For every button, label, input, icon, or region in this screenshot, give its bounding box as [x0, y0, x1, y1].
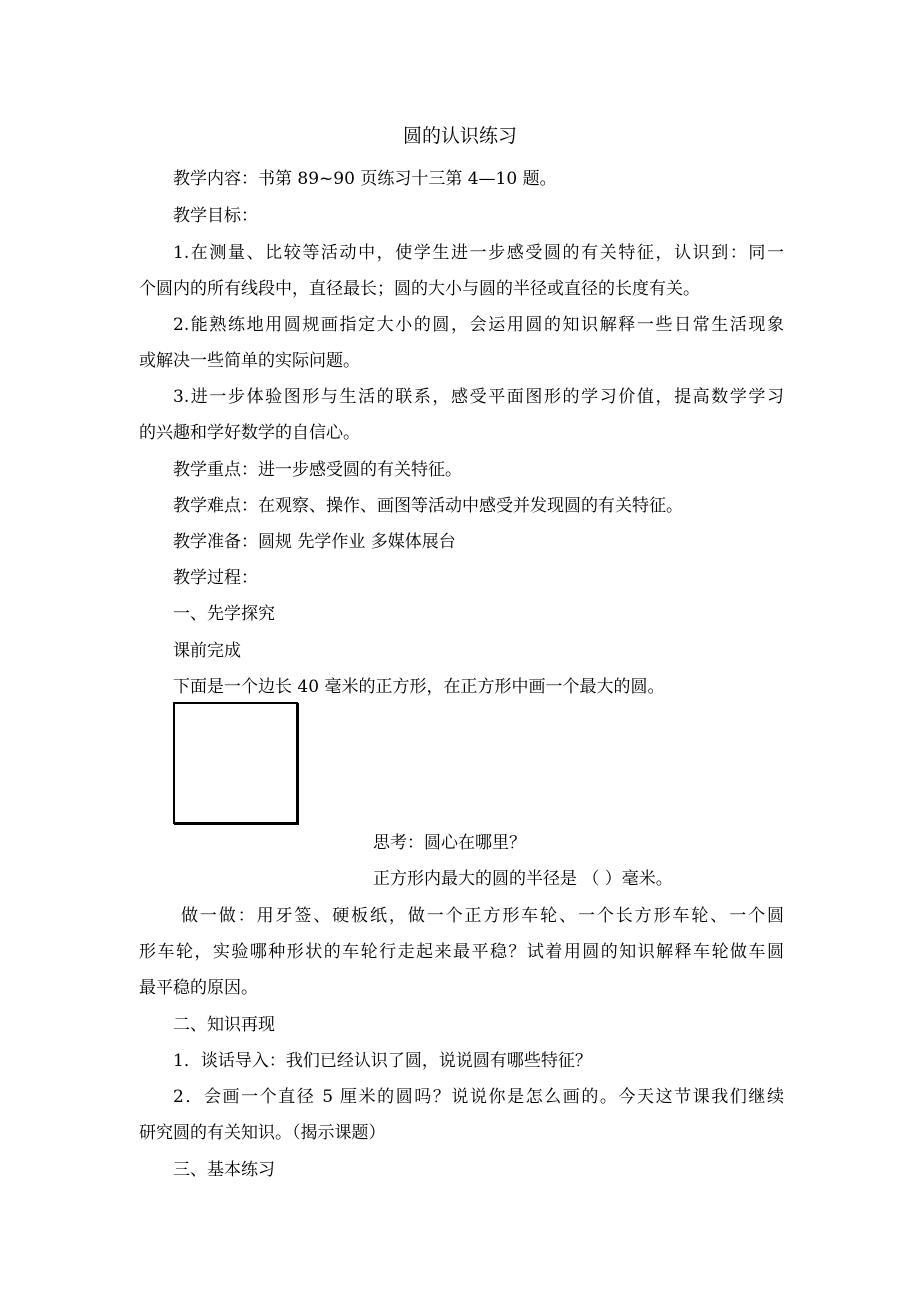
- goal-2-line-2: 或解决一些简单的实际问题。: [139, 351, 360, 371]
- process-heading: 教学过程：: [173, 568, 258, 588]
- difficulty: 教学难点：在观察、操作、画图等活动中感受并发现圆的有关特征。: [173, 496, 683, 516]
- review-item-1: 1．谈话导入：我们已经认识了圆，说说圆有哪些特征？: [173, 1051, 592, 1071]
- preparation: 教学准备：圆规 先学作业 多媒体展台: [173, 532, 456, 552]
- section-3-heading: 三、基本练习: [173, 1160, 275, 1180]
- section-1-heading: 一、先学探究: [173, 604, 275, 624]
- square-figure: [173, 702, 298, 824]
- goal-1-line-1: 1.在测量、比较等活动中，使学生进一步感受圆的有关特征，认识到：同一: [173, 243, 784, 263]
- square-task: 下面是一个边长 40 毫米的正方形，在正方形中画一个最大的圆。: [173, 677, 665, 697]
- do-it-line-1: 做一做：用牙签、硬板纸，做一个正方形车轮、一个长方形车轮、一个圆: [181, 906, 784, 926]
- do-it-line-3: 最平稳的原因。: [139, 978, 258, 998]
- goal-2-line-1: 2.能熟练地用圆规画指定大小的圆，会运用圆的知识解释一些日常生活现象: [173, 315, 784, 335]
- think-question: 思考：圆心在哪里？: [373, 833, 526, 853]
- teaching-content: 教学内容：书第 89~90 页练习十三第 4—10 题。: [173, 169, 557, 189]
- goal-3-line-1: 3.进一步体验图形与生活的联系，感受平面图形的学习价值，提高数学学习: [173, 387, 784, 407]
- goals-heading: 教学目标：: [173, 206, 258, 226]
- goal-3-line-2: 的兴趣和学好数学的自信心。: [139, 423, 360, 443]
- document-title: 圆的认识练习: [402, 125, 517, 147]
- key-point: 教学重点：进一步感受圆的有关特征。: [173, 460, 462, 480]
- do-it-line-2: 形车轮，实验哪种形状的车轮行走起来最平稳？试着用圆的知识解释车轮做车圆: [139, 942, 784, 962]
- section-2-heading: 二、知识再现: [173, 1015, 275, 1035]
- review-item-2-line-2: 研究圆的有关知识。（揭示课题）: [139, 1123, 386, 1143]
- pre-class-label: 课前完成: [173, 641, 241, 661]
- radius-question: 正方形内最大的圆的半径是 （ ）毫米。: [373, 869, 673, 889]
- goal-1-line-2: 个圆内的所有线段中，直径最长；圆的大小与圆的半径或直径的长度有关。: [139, 279, 700, 299]
- review-item-2-line-1: 2．会画一个直径 5 厘米的圆吗？说说你是怎么画的。今天这节课我们继续: [173, 1087, 784, 1107]
